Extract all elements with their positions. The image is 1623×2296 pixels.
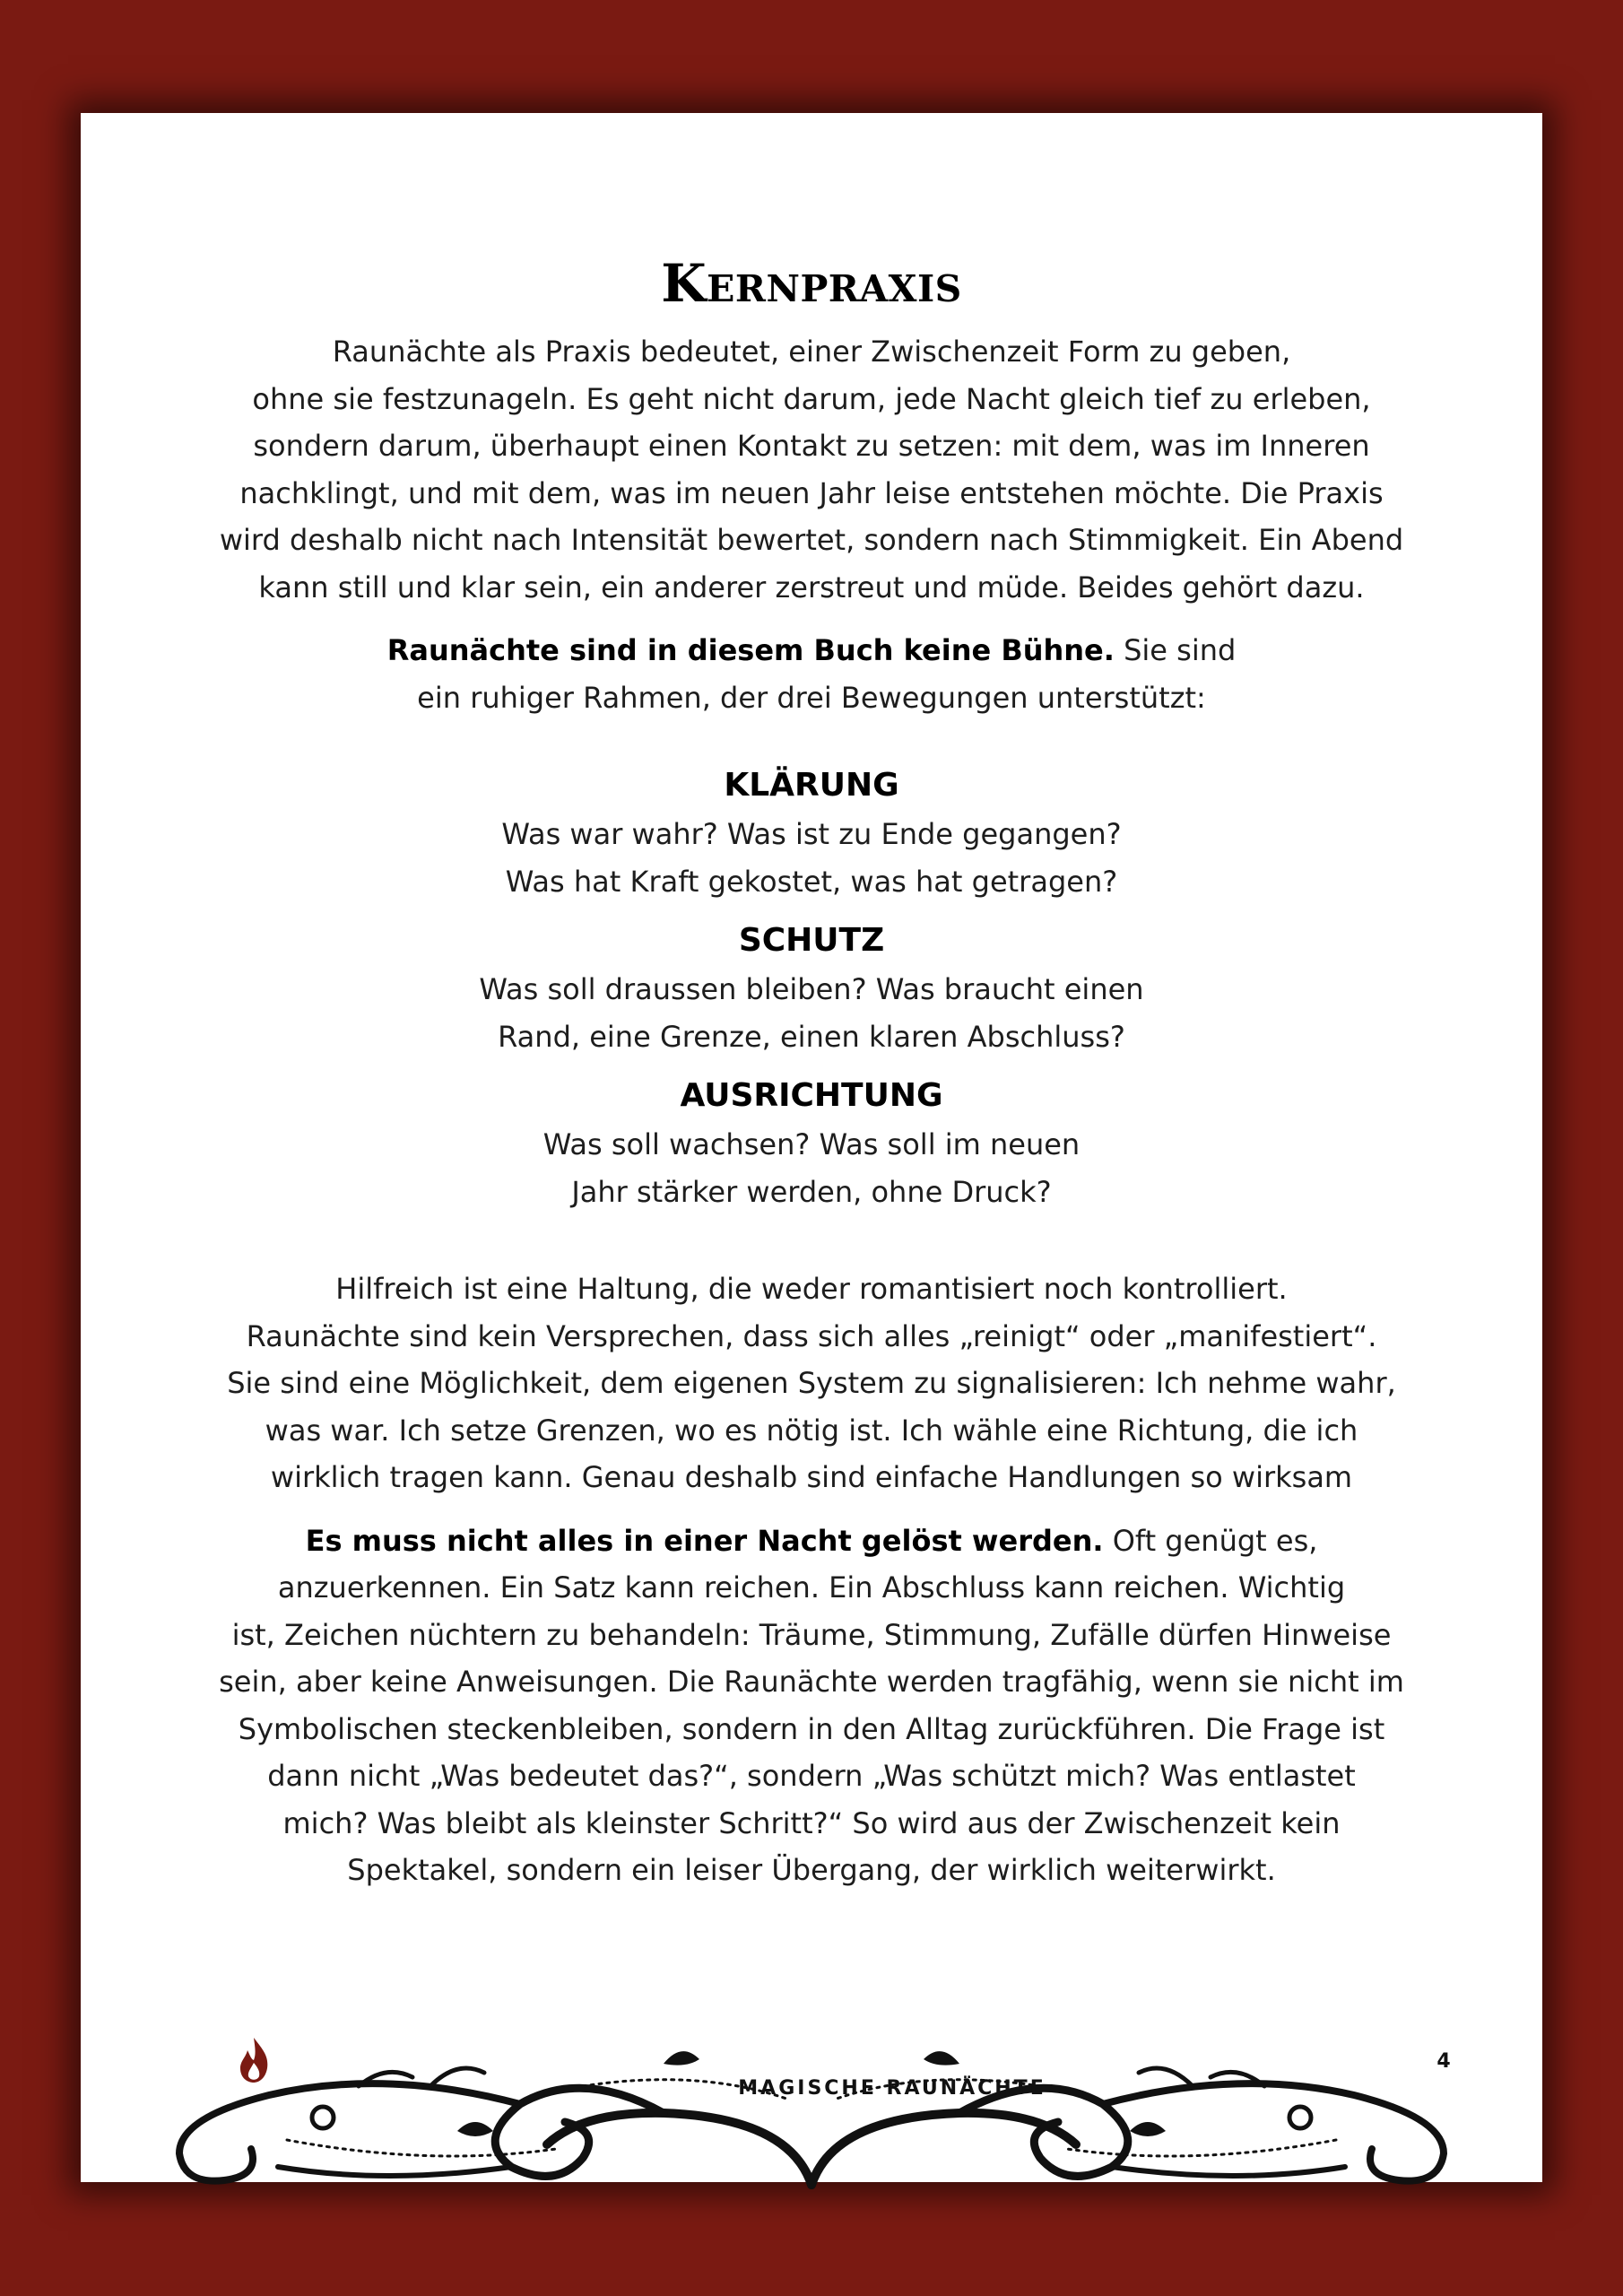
flame-icon bbox=[235, 2036, 273, 2084]
section-line: Jahr stärker werden, ohne Druck? bbox=[571, 1174, 1052, 1209]
closing-line: Symbolischen steckenbleiben, sondern in den Alltag zurückführen. Die Frage ist bbox=[238, 1711, 1385, 1746]
attitude-line: was war. Ich setze Grenzen, wo es nötig ist. Ich wähle eine Richtung, die ich bbox=[265, 1413, 1358, 1448]
page-content bbox=[215, 248, 1408, 1894]
intro-line: Raunächte als Praxis bedeutet, einer Zwischenzeit Form zu geben, bbox=[332, 335, 1291, 369]
attitude-line: wirklich tragen kann. Genau deshalb sind einfache Handlungen so wirksam bbox=[270, 1460, 1353, 1494]
intro-line: ohne sie festzunageln. Es geht nicht darum, jede Nacht gleich tief zu erleben, bbox=[252, 381, 1371, 416]
section-klaerung bbox=[215, 761, 1408, 905]
section-heading: AUSRICHTUNG bbox=[680, 1077, 943, 1114]
section-line: Was soll wachsen? Was soll im neuen bbox=[542, 1127, 1081, 1161]
section-text bbox=[215, 811, 1408, 905]
closing-line: ist, Zeichen nüchtern zu behandeln: Träume, Stimmung, Zufälle dürfen Hinweise bbox=[231, 1617, 1392, 1652]
closing-paragraph bbox=[215, 1518, 1408, 1894]
section-line: Was soll draussen bleiben? Was braucht einen bbox=[479, 972, 1144, 1006]
book-page bbox=[81, 113, 1542, 2182]
attitude-line: Hilfreich ist eine Haltung, die weder romantisiert noch kontrolliert. bbox=[335, 1272, 1288, 1306]
intro-line: sondern darum, überhaupt einen Kontakt zu setzen: mit dem, was im Inneren bbox=[253, 429, 1370, 463]
frame-line: ein ruhiger Rahmen, der drei Bewegungen unterstützt: bbox=[417, 680, 1206, 715]
section-schutz bbox=[215, 916, 1408, 1060]
intro-line: nachklingt, und mit dem, was im neuen Jahr leise entstehen möchte. Die Praxis bbox=[239, 475, 1384, 510]
attitude-line: Sie sind eine Möglichkeit, dem eigenen System zu signalisieren: Ich nehme wahr, bbox=[227, 1366, 1396, 1400]
section-heading: KLÄRUNG bbox=[724, 767, 899, 804]
closing-line: Spektakel, sondern ein leiser Übergang, der wirklich weiterwirkt. bbox=[347, 1853, 1276, 1887]
section-heading: SCHUTZ bbox=[738, 922, 885, 959]
intro-paragraph bbox=[215, 328, 1408, 611]
section-line: Rand, eine Grenze, einen klaren Abschluss? bbox=[498, 1019, 1125, 1054]
frame-paragraph bbox=[215, 627, 1408, 721]
closing-line: sein, aber keine Anweisungen. Die Raunächte werden tragfähig, wenn sie nicht im bbox=[219, 1665, 1404, 1699]
closing-line bbox=[215, 1518, 1408, 1565]
frame-bold-text: Raunächte sind in diesem Buch keine Bühne. bbox=[386, 633, 1115, 667]
intro-line: wird deshalb nicht nach Intensität bewertet, sondern nach Stimmigkeit. Ein Abend bbox=[219, 523, 1404, 557]
intro-line: kann still und klar sein, ein anderer zerstreut und müde. Beides gehört dazu. bbox=[258, 570, 1365, 604]
section-line: Was war wahr? Was ist zu Ende gegangen? bbox=[501, 817, 1122, 851]
frame-line bbox=[215, 627, 1408, 674]
section-text bbox=[215, 1121, 1408, 1215]
footer-book-title: MAGISCHE RAUNÄCHTE bbox=[738, 2077, 1046, 2100]
closing-bold-text: Es muss nicht alles in einer Nacht gelöst werden. bbox=[305, 1523, 1104, 1558]
attitude-line: Raunächte sind kein Versprechen, dass sich alles „reinigt“ oder „manifestiert“. bbox=[246, 1318, 1377, 1353]
closing-text: Oft genügt es, bbox=[1103, 1523, 1318, 1558]
section-ausrichtung bbox=[215, 1071, 1408, 1215]
footer-ornament bbox=[161, 2032, 1462, 2194]
closing-line: anzuerkennen. Ein Satz kann reichen. Ein Abschluss kann reichen. Wichtig bbox=[277, 1570, 1346, 1605]
closing-line: dann nicht „Was bedeutet das?“, sondern „Was schützt mich? Was entlastet bbox=[267, 1759, 1356, 1793]
section-text bbox=[215, 966, 1408, 1060]
section-line: Was hat Kraft gekostet, was hat getragen? bbox=[505, 864, 1118, 899]
page-title: Kernpraxis bbox=[661, 253, 962, 314]
attitude-paragraph bbox=[215, 1265, 1408, 1501]
page-number: 4 bbox=[1436, 2050, 1451, 2073]
frame-text: Sie sind bbox=[1114, 633, 1237, 667]
closing-line: mich? Was bleibt als kleinster Schritt?“ So wird aus der Zwischenzeit kein bbox=[282, 1805, 1341, 1840]
